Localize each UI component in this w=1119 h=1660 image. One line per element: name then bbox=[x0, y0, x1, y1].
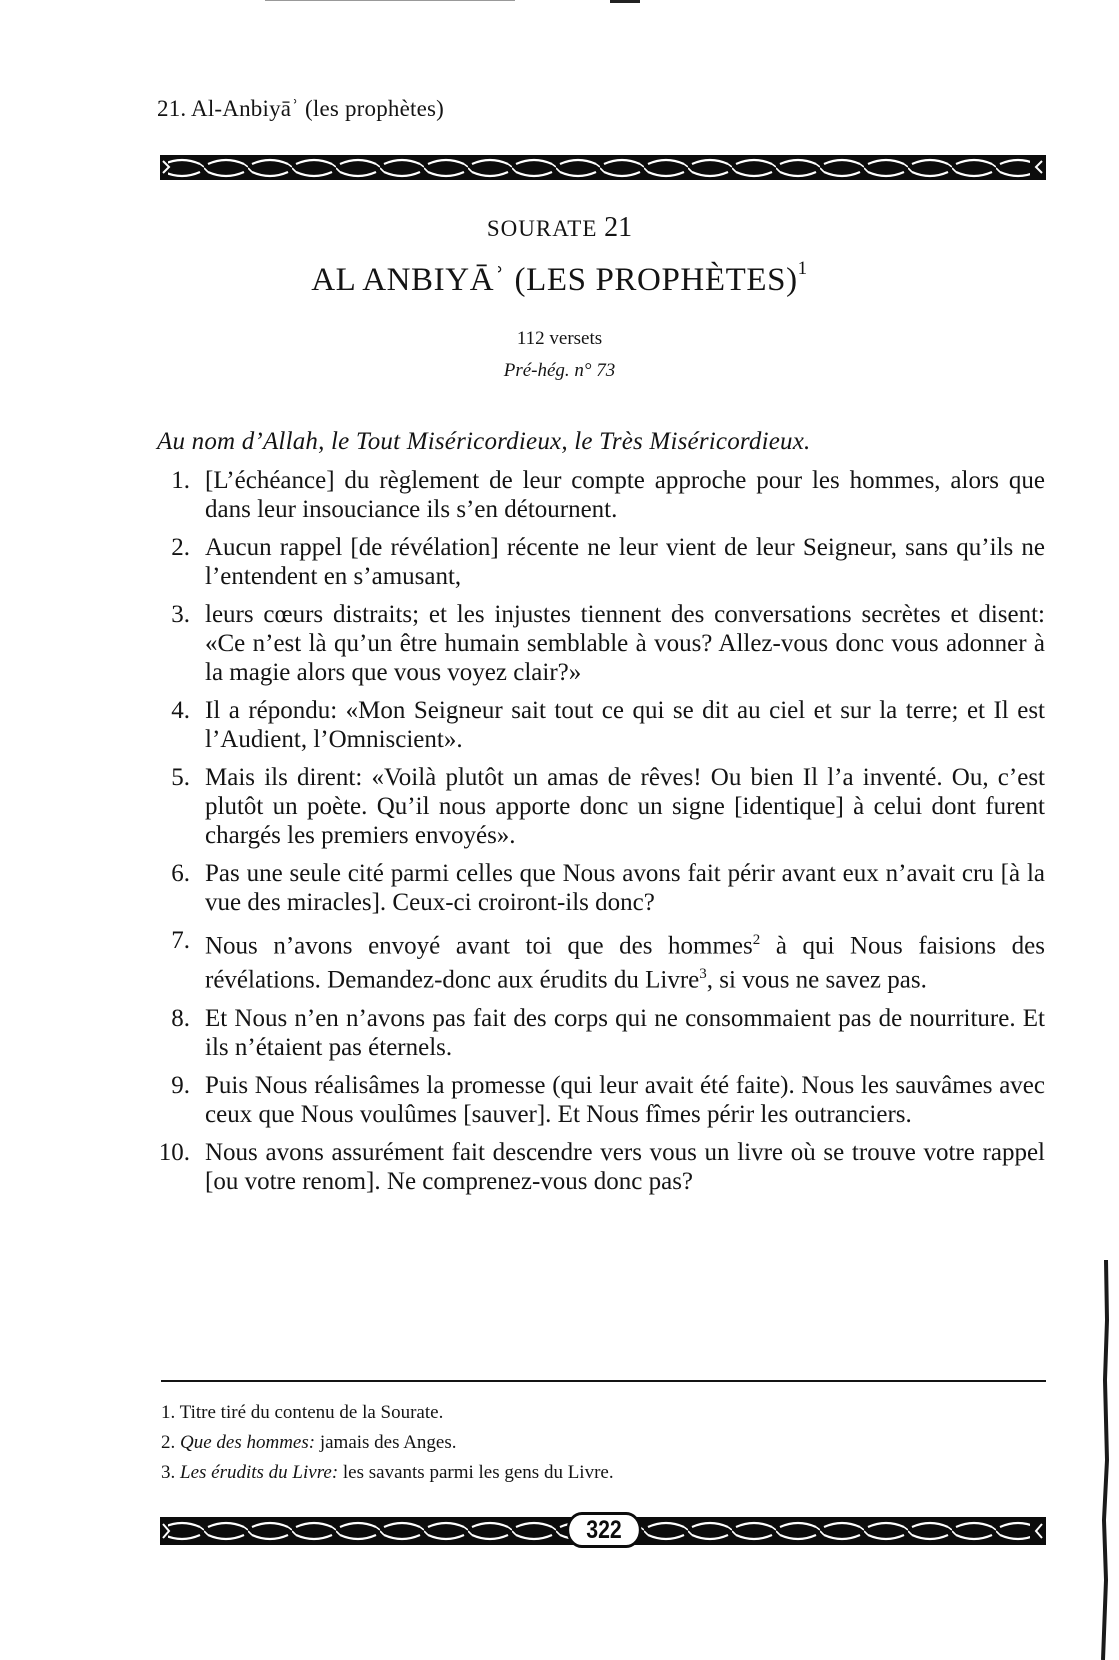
verse bbox=[157, 1004, 1045, 1062]
verse-number: 2. bbox=[171, 534, 190, 561]
verse bbox=[157, 1138, 1045, 1196]
footnote-number: 3. bbox=[161, 1462, 176, 1483]
footnote-ref: 2 bbox=[752, 932, 761, 948]
verse-text: Puis Nous réalisâmes la promesse (qui leur avait été faite). Nous les sauvâmes avec ceux que Nous voulûmes [sauver]. Et Nous fîmes périr les outranciers. bbox=[205, 1071, 1045, 1128]
scan-edge-mark bbox=[1100, 1260, 1109, 1660]
footnote-text: les savants parmi les gens du Livre. bbox=[338, 1462, 614, 1483]
footnotes bbox=[161, 1402, 1046, 1492]
footnote-ref: 1 bbox=[797, 258, 808, 279]
verse-number: 9. bbox=[171, 1071, 190, 1099]
footnote-term: Les érudits du Livre: bbox=[180, 1462, 339, 1483]
verse-text: Pas une seule cité parmi celles que Nous avons fait périr avant eux n’avait cru [à la vue des miracles]. Ceux-ci croiront-ils donc? bbox=[205, 860, 1045, 916]
verse-text: Il a répondu: «Mon Seigneur sait tout ce qui se dit au ciel et sur la terre; et Il est l’Audient, l’Omniscient». bbox=[205, 697, 1045, 753]
verse bbox=[157, 466, 1045, 524]
footnote bbox=[161, 1462, 1046, 1484]
chain-ornament bbox=[160, 155, 1046, 180]
footnote bbox=[161, 1402, 1046, 1424]
basmala: Au nom d’Allah, le Tout Miséricordieux, le Très Miséricordieux. bbox=[157, 428, 811, 455]
verse-text: Aucun rappel [de révélation] récente ne leur vient de leur Seigneur, sans qu’ils ne l’entendent en s’amusant, bbox=[205, 534, 1045, 590]
verse-number: 4. bbox=[171, 697, 190, 724]
footnote-term: Que des hommes: bbox=[180, 1432, 316, 1453]
verse bbox=[157, 533, 1045, 591]
page-number: 322 bbox=[567, 1512, 642, 1548]
revelation-period: Pré-hég. n° 73 bbox=[503, 360, 616, 381]
verse-text: leurs cœurs distraits; et les injustes tiennent des conversations secrètes et disent: «Ce n’est là qu’un être humain semblable à vous? Allez-vous donc vous adonner à la magie alors que vous voyez clair?» bbox=[205, 601, 1045, 686]
verse bbox=[157, 1071, 1045, 1129]
verse bbox=[157, 926, 1045, 995]
verse bbox=[157, 859, 1045, 917]
sourate-title-text: AL ANBIYĀʾ (LES PROPHÈTES) bbox=[311, 262, 798, 298]
verse-number: 5. bbox=[171, 764, 190, 791]
verse-count: 112 versets bbox=[516, 328, 603, 349]
sourate-label: SOURATE bbox=[486, 216, 598, 241]
verse bbox=[157, 600, 1045, 687]
footnote-rule bbox=[161, 1380, 1046, 1382]
verse-text: Nous n’avons envoyé avant toi que des hommes bbox=[205, 932, 753, 960]
verse-number: 1. bbox=[171, 467, 190, 494]
sourate-heading bbox=[0, 212, 1119, 244]
verse-text: Et Nous n’en n’avons pas fait des corps qui ne consommaient pas de nourriture. Et ils n’étaient pas éternels. bbox=[205, 1004, 1045, 1061]
verse-number: 6. bbox=[171, 860, 190, 887]
footnote-text: Titre tiré du contenu de la Sourate. bbox=[179, 1402, 444, 1423]
verse-number: 7. bbox=[171, 927, 190, 954]
verse-number: 10. bbox=[158, 1138, 190, 1166]
top-scan-mark bbox=[610, 0, 640, 3]
verse-list bbox=[157, 466, 1045, 1205]
footnote bbox=[161, 1432, 1046, 1454]
footnote-number: 2. bbox=[161, 1432, 176, 1453]
verse-text: Mais ils dirent: «Voilà plutôt un amas de rêves! Ou bien Il l’a inventé. Ou, c’est plutôt un poète. Qu’il nous apporte donc un signe [identique] à celui dont furent chargés les premiers envoyés». bbox=[205, 764, 1045, 849]
sourate-number: 21 bbox=[604, 212, 633, 243]
verse-number: 8. bbox=[171, 1004, 190, 1032]
footnote-text: jamais des Anges. bbox=[315, 1432, 457, 1453]
verse-text: [L’échéance] du règlement de leur compte approche pour les hommes, alors que dans leur insouciance ils s’en détournent. bbox=[205, 467, 1045, 523]
footnote-number: 1. bbox=[161, 1402, 176, 1423]
verse bbox=[157, 696, 1045, 754]
verse-text: , si vous ne savez pas. bbox=[706, 966, 927, 994]
top-ornament-band bbox=[160, 155, 1046, 180]
top-scan-line bbox=[265, 0, 515, 1]
footnote-ref: 3 bbox=[699, 966, 707, 983]
verse-text: à qui Nous faisions des révélations. Demandez-donc aux érudits du Livre bbox=[205, 932, 1045, 994]
sourate-title bbox=[0, 258, 1119, 299]
verse-number: 3. bbox=[171, 601, 190, 628]
running-head: 21. Al-Anbiyāʾ (les prophètes) bbox=[157, 96, 445, 121]
verse bbox=[157, 763, 1045, 850]
verse-text: Nous avons assurément fait descendre vers vous un livre où se trouve votre rappel [ou votre renom]. Ne comprenez-vous donc pas? bbox=[205, 1138, 1045, 1195]
